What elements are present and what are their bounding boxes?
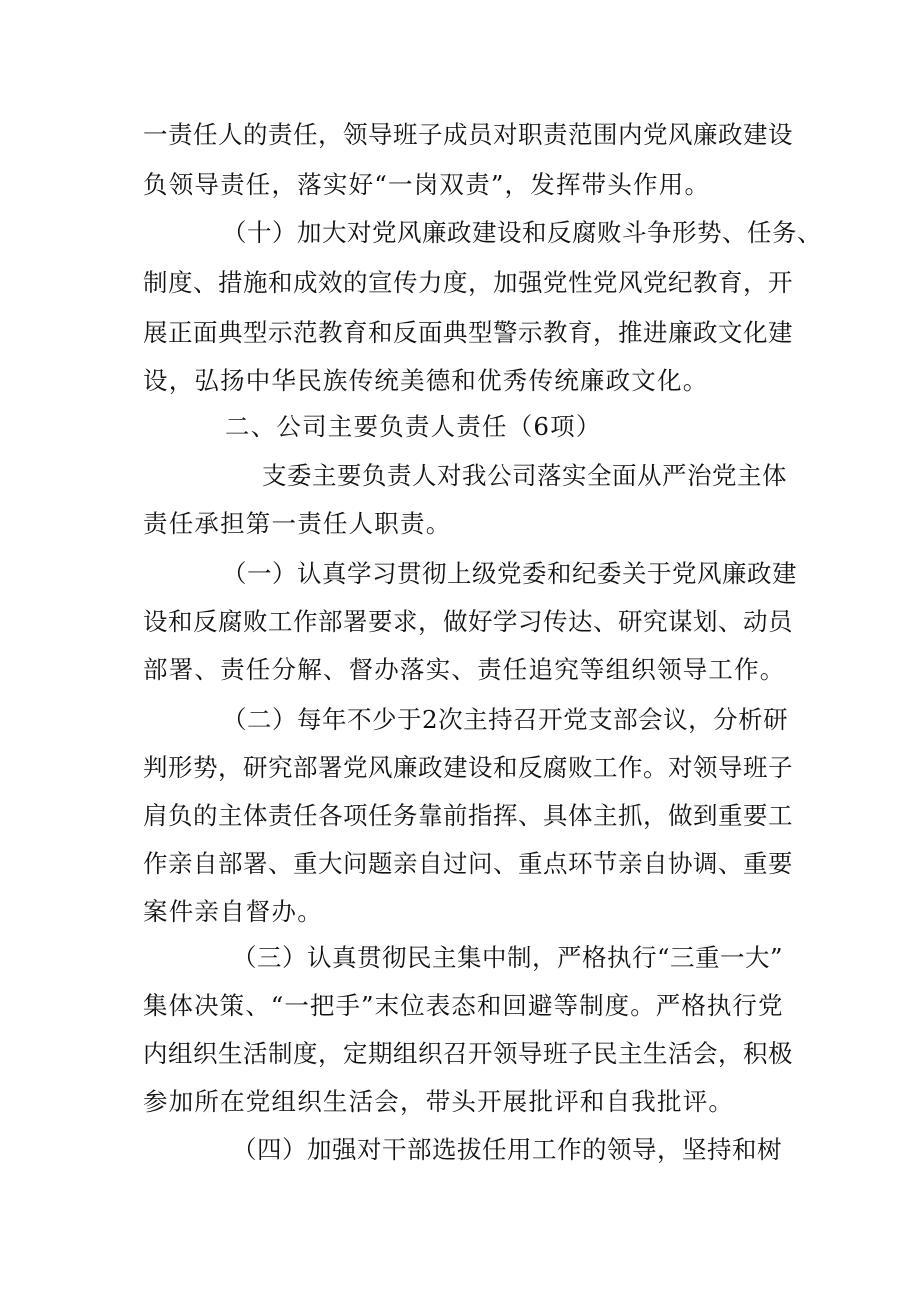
text-line: 案件亲自督办。 — [143, 897, 323, 926]
section-heading: 二、公司主要负责人责任（6项） — [225, 412, 602, 441]
text-line: 支委主要负责人对我公司落实全面从严治党主体 — [262, 461, 787, 490]
paragraph-heading: （三）认真贯彻民主集中制，严格执行“三重一大” — [232, 943, 784, 972]
text-line: 设和反腐败工作部署要求，做好学习传达、研究谋划、动员 — [143, 607, 793, 636]
paragraph-heading: （十）加大对党风廉政建设和反腐败斗争形势、任务、 — [222, 218, 822, 247]
text-line: 集体决策、“一把手”末位表态和回避等制度。严格执行党 — [143, 991, 783, 1020]
paragraph-heading: （四）加强对干部选拔任用工作的领导，坚持和树 — [232, 1135, 782, 1164]
text-line: 负领导责任，落实好“一岗双责”，发挥带头作用。 — [143, 170, 711, 199]
text-line: 肩负的主体责任各项任务靠前指挥、具体主抓，做到重要工 — [143, 801, 793, 830]
paragraph-heading: （二）每年不少于2次主持召开党支部会议，分析研 — [222, 705, 789, 734]
text-line: 制度、措施和成效的宣传力度，加强党性党风党纪教育，开 — [143, 268, 793, 297]
text-line: 一责任人的责任，领导班子成员对职责范围内党风廉政建设 — [143, 120, 793, 149]
text-line: 设，弘扬中华民族传统美德和优秀传统廉政文化。 — [143, 366, 709, 395]
text-line: 责任承担第一责任人职责。 — [143, 509, 452, 538]
text-line: 参加所在党组织生活会，带头开展批评和自我批评。 — [143, 1087, 735, 1116]
text-line: 作亲自部署、重大问题亲自过问、重点环节亲自协调、重要 — [143, 849, 793, 878]
text-line: 判形势，研究部署党风廉政建设和反腐败工作。对领导班子 — [143, 753, 793, 782]
text-line: 内组织生活制度，定期组织召开领导班子民主生活会，积极 — [143, 1039, 793, 1068]
text-line: 展正面典型示范教育和反面典型警示教育，推进廉政文化建 — [143, 318, 793, 347]
text-line: 部署、责任分解、督办落实、责任追究等组织领导工作。 — [143, 655, 786, 684]
paragraph-heading: （一）认真学习贯彻上级党委和纪委关于党风廉政建 — [222, 559, 797, 588]
